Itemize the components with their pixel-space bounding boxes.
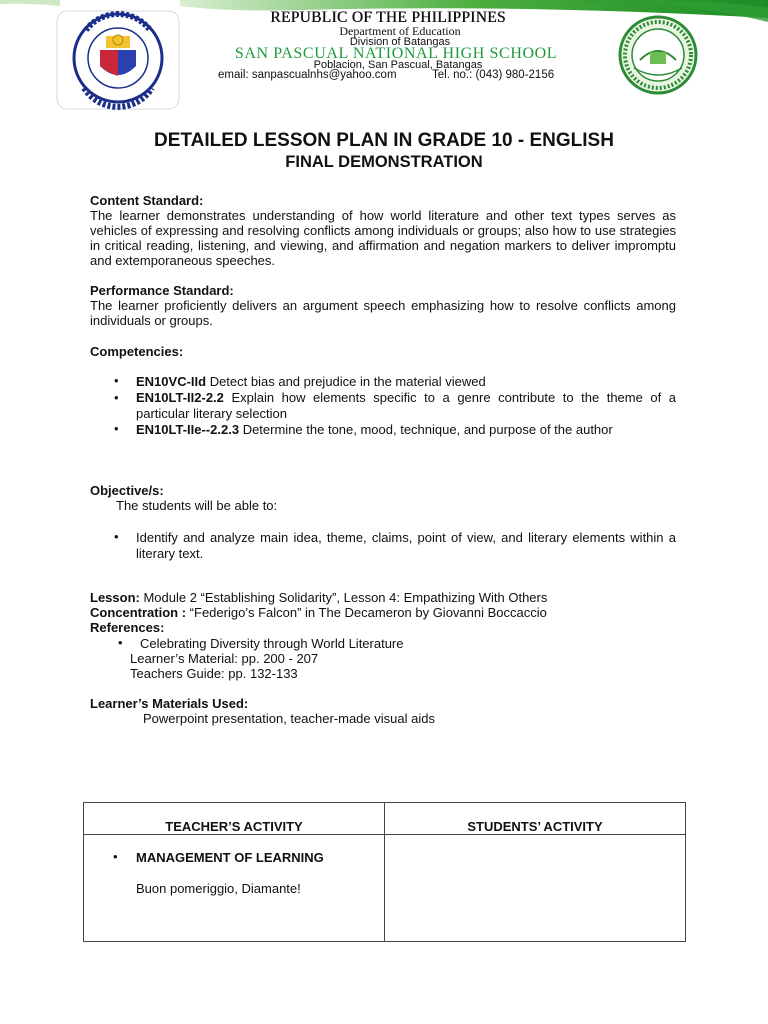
document-title: DETAILED LESSON PLAN IN GRADE 10 - ENGLISH [154,130,614,151]
bullet-icon: • [114,421,119,436]
objective-item: Identify and analyze main idea, theme, claims, point of view, and literary elements within a literary text. [136,530,676,561]
concentration-label: Concentration : [90,605,187,620]
competency-item [136,374,676,390]
competency-text: Detect bias and prejudice in the material viewed [206,374,486,389]
competency-code: EN10LT-II2-2.2 [136,390,224,405]
teachers-guide-ref: Teachers Guide: pp. 132-133 [130,666,298,681]
performance-standard-heading: Performance Standard: [90,283,234,298]
letterhead [0,0,768,112]
concentration-line [90,605,547,620]
bullet-icon: • [113,849,118,864]
department-line: Department of Education [339,24,461,38]
content-standard-heading: Content Standard: [90,193,204,208]
competency-item [136,422,676,438]
materials-heading: Learner’s Materials Used: [90,696,249,711]
bullet-icon: • [114,390,119,405]
republic-heading: REPUBLIC OF THE PHILIPPINES [270,9,506,26]
school-telephone: Tel. no.: (043) 980-2156 [432,69,555,81]
table-row [84,835,686,942]
concentration-value: “Federigo’s Falcon” in The Decameron by Giovanni Boccaccio [186,605,547,620]
lesson-line [90,590,547,605]
content-standard-text: The learner demonstrates understanding of how world literature and other text types serves as vehicles of expressing and resolving conflicts among individuals or groups; also how to use strategies in critical reading, listening, and viewing, and affirmation and negation markers to deliver impromptu and extemporaneous speeches. [90,208,676,268]
table-header-row [84,803,686,835]
learners-material-ref: Learner’s Material: pp. 200 - 207 [130,651,319,666]
school-name: SAN PASCUAL NATIONAL HIGH SCHOOL [234,45,558,62]
competencies-heading: Competencies: [90,344,184,359]
bullet-icon: • [118,635,123,650]
competency-code: EN10VC-IId [136,374,207,389]
materials-text: Powerpoint presentation, teacher-made visual aids [143,711,435,726]
students-activity-cell [385,835,686,942]
teachers-activity-header [84,803,385,835]
objectives-heading: Objective/s: [90,483,164,498]
division-line: Division of Batangas [349,36,451,48]
competency-text: Explain how elements specific to a genre contribute to the theme of a particular literary selection [136,390,676,421]
bullet-icon: • [114,373,119,388]
objectives-intro: The students will be able to: [116,498,278,513]
school-email: email: sanpascualnhs@yahoo.com [218,69,397,81]
competency-text: Determine the tone, mood, technique, and purpose of the author [239,422,613,437]
greeting-text: Buon pomeriggio, Diamante! [136,881,301,896]
performance-standard-text: The learner proficiently delivers an argument speech emphasizing how to resolve conflicts among individuals or groups. [90,298,676,328]
activity-table [83,802,686,942]
document-subtitle: FINAL DEMONSTRATION [285,153,483,171]
competency-code: EN10LT-IIe--2.2.3 [136,422,240,437]
school-address: Poblacion, San Pascual, Batangas [313,59,483,71]
lesson-value: Module 2 “Establishing Solidarity”, Lesson 4: Empathizing With Others [139,590,548,605]
competency-item [136,390,676,421]
teachers-activity-cell [84,835,385,942]
management-of-learning: MANAGEMENT OF LEARNING [136,850,324,865]
students-activity-header-text: STUDENTS’ ACTIVITY [467,819,603,834]
students-activity-header [385,803,686,835]
teachers-activity-header-text: TEACHER’S ACTIVITY [165,819,303,834]
lesson-label: Lesson: [90,590,140,605]
references-heading: References: [90,620,165,635]
reference-item: Celebrating Diversity through World Literature [140,636,404,651]
bullet-icon: • [114,529,119,544]
